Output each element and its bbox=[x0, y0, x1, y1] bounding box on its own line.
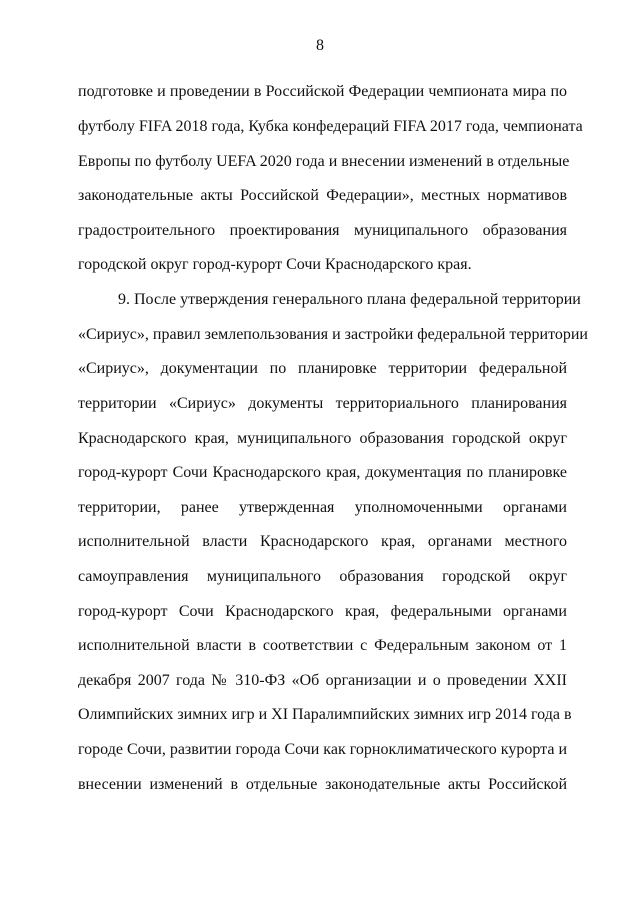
text-line: город-курорт Сочи Краснодарского края, федеральными органами bbox=[78, 603, 567, 620]
text-line: внесении изменений в отдельные законодательные акты Российской bbox=[78, 776, 567, 793]
text-line: градостроительного проектирования муниципального образования bbox=[78, 222, 567, 239]
text-line: футболу FIFA 2018 года, Кубка конфедераций FIFA 2017 года, чемпионата bbox=[78, 118, 583, 135]
text-line: «Сириус», правил землепользования и застройки федеральной территории bbox=[78, 326, 588, 343]
text-line: 9. После утверждения генерального плана федеральной территории bbox=[118, 291, 581, 308]
text-line: Краснодарского края, муниципального образования городской округ bbox=[78, 430, 567, 447]
text-line: территории, ранее утвержденная уполномоченными органами bbox=[78, 499, 567, 516]
page-number: 8 bbox=[316, 37, 324, 54]
text-line: декабря 2007 года № 310-ФЗ «Об организации и о проведении XXII bbox=[78, 672, 567, 689]
text-line: городской округ город-курорт Сочи Краснодарского края. bbox=[78, 256, 472, 273]
text-line: исполнительной власти в соответствии с Федеральным законом от 1 bbox=[78, 637, 567, 654]
text-line: территории «Сириус» документы территориального планирования bbox=[78, 395, 567, 412]
text-line: самоуправления муниципального образования городской округ bbox=[78, 568, 567, 585]
text-line: «Сириус», документации по планировке территории федеральной bbox=[78, 360, 567, 377]
text-line: исполнительной власти Краснодарского края, органами местного bbox=[78, 533, 567, 550]
text-line: город-курорт Сочи Краснодарского края, документация по планировке bbox=[78, 464, 567, 481]
text-line: городе Сочи, развитии города Сочи как горноклиматического курорта и bbox=[78, 741, 567, 758]
text-line: подготовке и проведении в Российской Федерации чемпионата мира по bbox=[78, 83, 567, 100]
text-line: законодательные акты Российской Федерации», местных нормативов bbox=[78, 187, 567, 204]
text-line: Европы по футболу UEFA 2020 года и внесении изменений в отдельные bbox=[78, 153, 570, 170]
text-line: Олимпийских зимних игр и XI Паралимпийских зимних игр 2014 года в bbox=[78, 706, 572, 723]
